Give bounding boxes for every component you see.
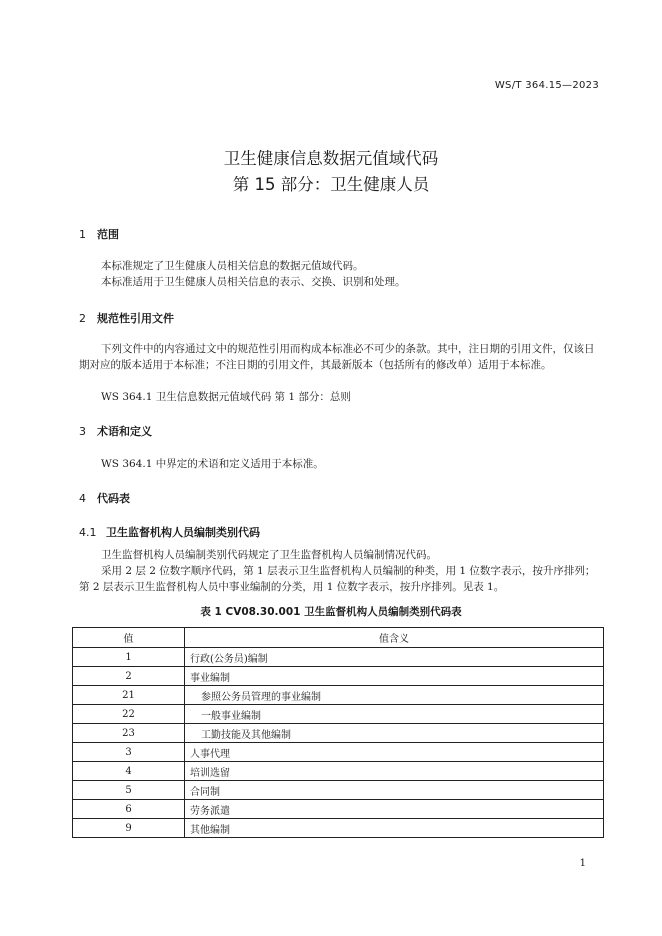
row-value: 2: [73, 667, 185, 686]
header-value: 值: [73, 628, 185, 648]
row-value: 4: [73, 762, 185, 781]
section-3-title: 术语和定义: [97, 425, 152, 438]
section-1-heading: [79, 226, 119, 242]
section-1-title: 范围: [97, 228, 119, 241]
section-1-number: 1: [79, 228, 86, 241]
section-4-number: 4: [79, 492, 86, 505]
row-meaning: 一般事业编制: [185, 705, 604, 724]
table-row: [73, 743, 604, 762]
subsection-4-1-heading: [79, 524, 260, 540]
section-4-heading: [79, 490, 130, 506]
row-meaning: 人事代理: [185, 743, 604, 762]
subsection-4-1-title: 卫生监督机构人员编制类别代码: [106, 526, 260, 539]
row-value: 6: [73, 800, 185, 819]
row-value: 1: [73, 648, 185, 667]
document-title: 卫生健康信息数据元值域代码: [223, 149, 439, 168]
section-3-number: 3: [79, 425, 86, 438]
row-value: 9: [73, 819, 185, 838]
table-row: [73, 819, 604, 838]
table-row: [73, 705, 604, 724]
header-meaning: 值含义: [185, 628, 604, 648]
code-table: [72, 627, 604, 838]
section-2-title: 规范性引用文件: [97, 312, 174, 325]
section-2-paragraph-1: 下列文件中的内容通过文中的规范性引用而构成本标准必不可少的条款。其中，注日期的引用文件，仅该日期对应的版本适用于本标准；不注日期的引用文件，其最新版本（包括所有的修改单）适用于本标准。: [79, 343, 595, 371]
row-value: 21: [73, 686, 185, 705]
row-value: 22: [73, 705, 185, 724]
table-row: [73, 648, 604, 667]
row-meaning: 劳务派遣: [185, 800, 604, 819]
table-row: [73, 667, 604, 686]
section-2-heading: [79, 310, 174, 326]
subsection-4-1-paragraph-1: 卫生监督机构人员编制类别代码规定了卫生监督机构人员编制情况代码。: [101, 549, 437, 561]
subsection-4-1-number: 4.1: [79, 526, 97, 539]
table-row: [73, 781, 604, 800]
section-1-paragraph-2: 本标准适用于卫生健康人员相关信息的表示、交换、识别和处理。: [101, 276, 406, 288]
document-subtitle: 第 15 部分：卫生健康人员: [232, 175, 430, 194]
row-value: 5: [73, 781, 185, 800]
section-2-reference: WS 364.1 卫生信息数据元值域代码 第 1 部分：总则: [101, 391, 351, 403]
table-caption: 表 1 CV08.30.001 卫生监督机构人员编制类别代码表: [200, 606, 462, 618]
table-row: [73, 724, 604, 743]
table-row: [73, 762, 604, 781]
row-meaning: 工勤技能及其他编制: [185, 724, 604, 743]
section-4-title: 代码表: [97, 492, 130, 505]
row-meaning: 其他编制: [185, 819, 604, 838]
table-row: [73, 800, 604, 819]
row-value: 23: [73, 724, 185, 743]
section-3-heading: [79, 423, 152, 439]
row-meaning: 参照公务员管理的事业编制: [185, 686, 604, 705]
section-3-paragraph-1: WS 364.1 中界定的术语和定义适用于本标准。: [101, 458, 324, 470]
row-meaning: 合同制: [185, 781, 604, 800]
row-meaning: 行政(公务员)编制: [185, 648, 604, 667]
table-row: [73, 686, 604, 705]
row-meaning: 培训选留: [185, 762, 604, 781]
section-1-paragraph-1: 本标准规定了卫生健康人员相关信息的数据元值域代码。: [101, 260, 364, 272]
table-header-row: [73, 628, 604, 648]
page-number: 1: [579, 858, 586, 869]
standard-code: WS/T 364.15—2023: [494, 80, 599, 91]
row-meaning: 事业编制: [185, 667, 604, 686]
section-2-number: 2: [79, 312, 86, 325]
subsection-4-1-paragraph-2: 采用 2 层 2 位数字顺序代码，第 1 层表示卫生监督机构人员编制的种类，用 1 位数字表示，按升序排列；第 2 层表示卫生监督机构人员中事业编制的分类，用 1 位数字表示，按升序排列。见表 1。: [79, 565, 596, 593]
row-value: 3: [73, 743, 185, 762]
